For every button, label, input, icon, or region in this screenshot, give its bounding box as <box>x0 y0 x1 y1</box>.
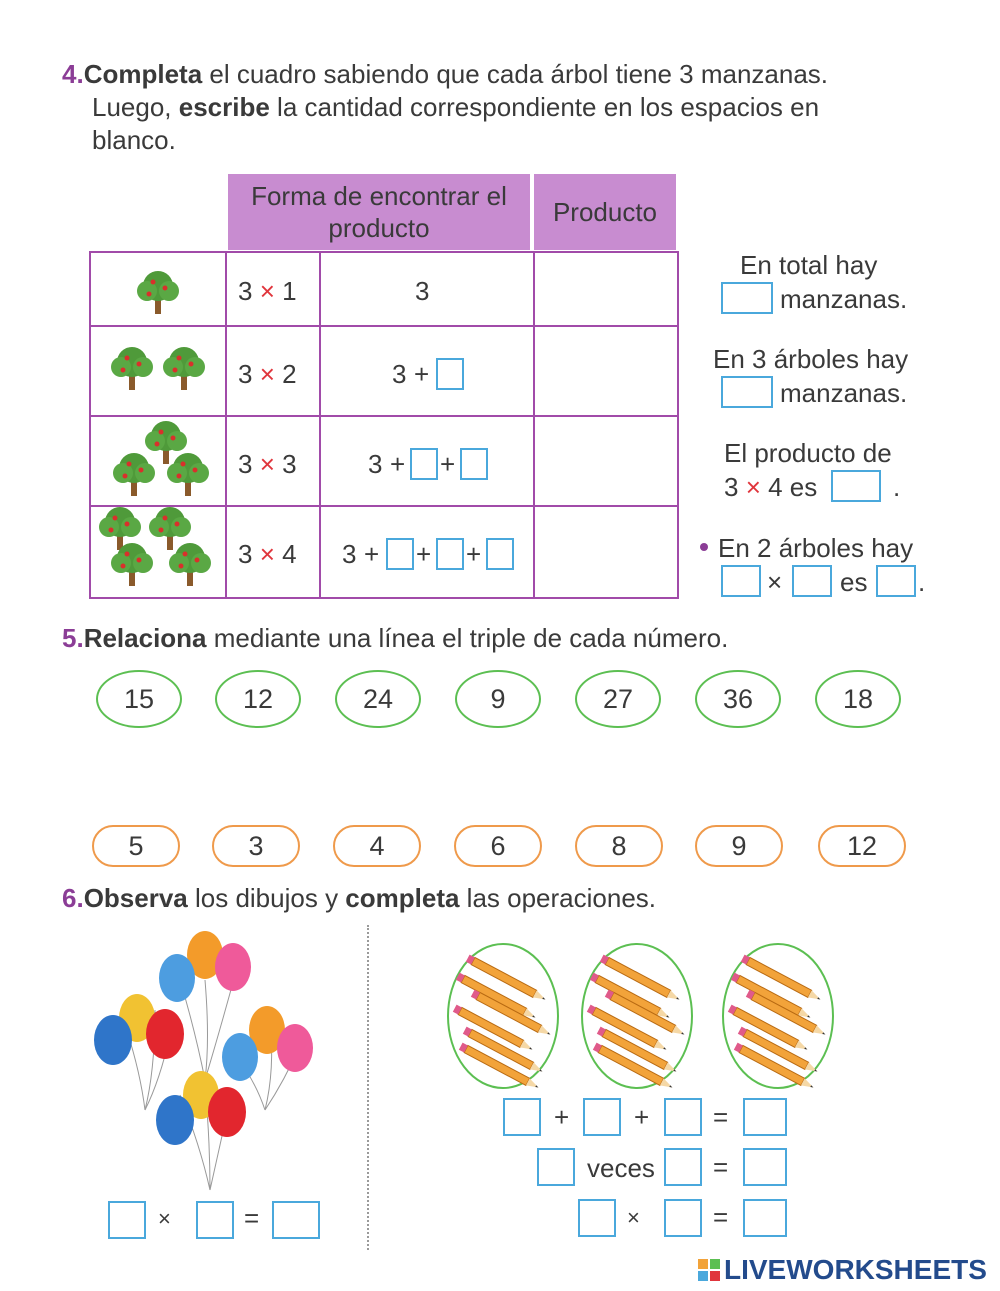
side4-blank-2[interactable] <box>792 565 832 597</box>
side3-text: 3 × 4 es <box>724 472 818 502</box>
q6-bold-completa: completa <box>345 883 460 913</box>
side4-blank-1[interactable] <box>721 565 761 597</box>
tree-icon <box>113 453 155 496</box>
top-oval[interactable]: 12 <box>215 670 301 728</box>
q4-line2 <box>62 91 942 124</box>
q5-text: mediante una línea el triple de cada número. <box>206 623 729 653</box>
row2-blank-1[interactable] <box>436 358 464 390</box>
tree-icon <box>149 507 191 550</box>
top-oval[interactable]: 18 <box>815 670 901 728</box>
q4-text1: el cuadro sabiendo que cada árbol tiene 3 manzanas. <box>202 59 829 89</box>
row3-sum-start: 3 <box>368 449 383 479</box>
pencil-sum-blank-1[interactable] <box>503 1098 541 1136</box>
side1-line2: manzanas. <box>780 284 908 314</box>
pencil-sum-blank-3[interactable] <box>664 1098 702 1136</box>
side3-period: . <box>893 472 901 502</box>
row3-product-field[interactable] <box>536 418 674 504</box>
row2-product-field[interactable] <box>536 328 674 414</box>
tree-icon <box>167 453 209 496</box>
top-oval[interactable]: 15 <box>96 670 182 728</box>
plus-sign: + <box>416 539 432 569</box>
pencil-groups-illustration <box>440 935 840 1095</box>
tree-icon <box>169 543 211 586</box>
plus-sign: + <box>364 539 380 569</box>
divider <box>367 925 369 1250</box>
row3-mult: 3 × 3 <box>238 449 297 479</box>
bottom-pill[interactable]: 4 <box>333 825 421 867</box>
equals-sign: = <box>713 1152 729 1182</box>
q4-line3: blanco. <box>92 125 176 155</box>
bottom-pill[interactable]: 3 <box>212 825 300 867</box>
header-producto-label: Producto <box>552 197 658 227</box>
pencil-veces-result[interactable] <box>743 1148 787 1186</box>
side1-blank[interactable] <box>721 282 773 314</box>
row1-mult: 3 × 1 <box>238 276 297 306</box>
top-oval[interactable]: 24 <box>335 670 421 728</box>
bottom-pill[interactable]: 9 <box>695 825 783 867</box>
q6-text2: las operaciones. <box>459 883 657 913</box>
pencil-veces-blank-2[interactable] <box>664 1148 702 1186</box>
times-sign: × <box>627 1205 640 1230</box>
row3-blank-1[interactable] <box>410 448 438 480</box>
row1-product-field[interactable] <box>536 254 674 324</box>
bottom-pill[interactable]: 6 <box>454 825 542 867</box>
q5-number: 5. <box>62 623 84 653</box>
row2-sum-start: 3 <box>392 359 407 389</box>
q4-line1 <box>62 58 942 91</box>
side3-line2 <box>724 472 817 503</box>
side3-line1: El producto de <box>724 438 892 468</box>
bottom-pill[interactable]: 8 <box>575 825 663 867</box>
tree-icon <box>163 347 205 390</box>
logo-icon <box>698 1259 720 1281</box>
bullet-icon <box>700 543 708 551</box>
q6-bold-observa: Observa <box>83 883 188 913</box>
side4-blank-3[interactable] <box>876 565 916 597</box>
plus-sign: + <box>466 539 482 569</box>
pencil-mult-blank-1[interactable] <box>578 1199 616 1237</box>
side2-line2: manzanas. <box>780 378 908 408</box>
side4-period: . <box>918 567 926 597</box>
side2-blank[interactable] <box>721 376 773 408</box>
q6-text1: los dibujos y <box>187 883 346 913</box>
tree-icons <box>92 254 226 598</box>
q6-number: 6. <box>62 883 84 913</box>
side4-line1: En 2 árboles hay <box>718 533 914 563</box>
side3-blank[interactable] <box>831 470 881 502</box>
pencil-mult-result[interactable] <box>743 1199 787 1237</box>
header-forma-label: Forma de encontrar el producto <box>251 181 507 243</box>
header-producto <box>534 174 676 250</box>
q6-instructions <box>62 882 656 915</box>
balloon-blank-3[interactable] <box>272 1201 320 1239</box>
header-forma <box>228 174 530 250</box>
plus-sign: + <box>440 449 456 479</box>
side2-line1: En 3 árboles hay <box>713 344 909 374</box>
pencil-veces-blank-1[interactable] <box>537 1148 575 1186</box>
row4-product-field[interactable] <box>536 508 674 596</box>
q4-instructions <box>62 58 942 157</box>
q4-text2a: Luego, <box>92 92 179 122</box>
plus-sign: + <box>414 359 430 389</box>
equals-sign: = <box>244 1203 260 1233</box>
row4-blank-3[interactable] <box>486 538 514 570</box>
pencil-group <box>448 944 558 1091</box>
pencil-group <box>723 944 833 1091</box>
bottom-pill[interactable]: 5 <box>92 825 180 867</box>
top-oval[interactable]: 27 <box>575 670 661 728</box>
side1-line1: En total hay <box>740 250 878 280</box>
q5-instructions <box>62 622 728 655</box>
bottom-pill[interactable]: 12 <box>818 825 906 867</box>
top-oval[interactable]: 36 <box>695 670 781 728</box>
row4-mult: 3 × 4 <box>238 539 297 569</box>
pencil-mult-blank-2[interactable] <box>664 1199 702 1237</box>
plus-sign: + <box>634 1102 650 1132</box>
q4-bold-completa: Completa <box>83 59 203 89</box>
row3-blank-2[interactable] <box>460 448 488 480</box>
q4-bold-escribe: escribe <box>178 92 270 122</box>
times-sign: × <box>767 567 783 597</box>
side4-es: es <box>840 567 868 597</box>
row4-blank-1[interactable] <box>386 538 414 570</box>
liveworksheets-logo: LIVEWORKSHEETS <box>724 1254 987 1285</box>
balloon-blank-2[interactable] <box>196 1201 234 1239</box>
q4-text2b: la cantidad correspondiente en los espacios en <box>269 92 820 122</box>
q4-number: 4. <box>62 59 84 89</box>
veces-label: veces <box>587 1153 655 1183</box>
balloon-blank-1[interactable] <box>108 1201 146 1239</box>
plus-sign: + <box>554 1102 570 1132</box>
row4-blank-2[interactable] <box>436 538 464 570</box>
times-sign: × <box>158 1206 171 1231</box>
pencil-sum-blank-2[interactable] <box>583 1098 621 1136</box>
row4-sum-start: 3 <box>342 539 357 569</box>
equals-sign: = <box>713 1102 729 1132</box>
tree-icon <box>137 271 179 314</box>
plus-sign: + <box>390 449 406 479</box>
row2-mult: 3 × 2 <box>238 359 297 389</box>
row1-sum: 3 <box>415 276 430 306</box>
tree-icon <box>111 347 153 390</box>
balloons-illustration <box>85 920 325 1195</box>
q5-bold: Relaciona <box>83 623 207 653</box>
pencil-group <box>582 944 692 1091</box>
pencil-sum-result[interactable] <box>743 1098 787 1136</box>
top-oval[interactable]: 9 <box>455 670 541 728</box>
equals-sign: = <box>713 1202 729 1232</box>
